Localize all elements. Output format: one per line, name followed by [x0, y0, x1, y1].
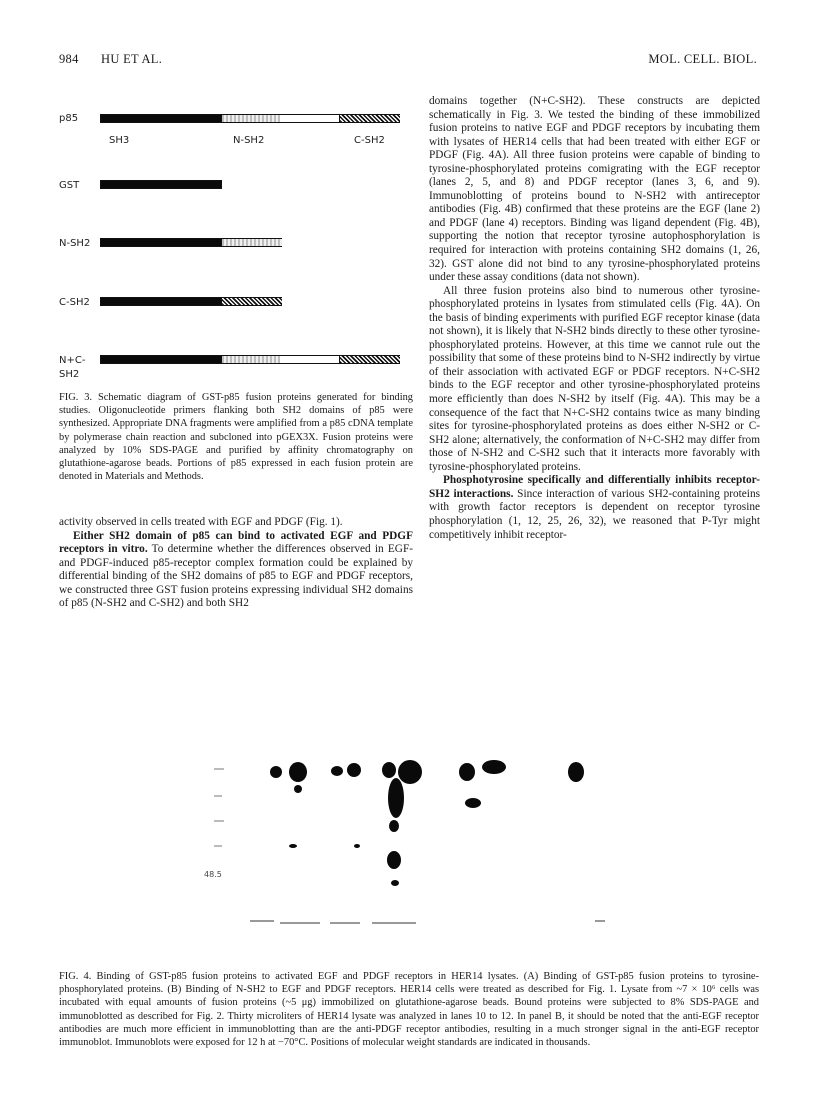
page-number: 984	[59, 52, 79, 66]
left-column	[59, 516, 413, 611]
right-paragraph-2: All three fusion proteins also bind to numerous other tyrosine-phosphorylated proteins in lysates from stimulated cells (Fig. 4A). On the basis of binding experiments with purified EGF receptor kinase (data not shown), it is likely that N-SH2 binds directly to these other tyrosine-phosphorylated proteins. However, at this time we cannot rule out the possibility that some of these proteins bind to N-SH2 indirectly by virtue of their association with activated EGF or PDGF receptors. N+C-SH2 binds to the EGF receptor and other tyrosine-phosphorylated proteins more efficiently than does N-SH2 by itself (Fig. 4A). This may be a consequence of the fact that N+C-SH2 contains twice as many binding sites for tyrosine-phosphorylated proteins as does either N-SH2 or C-SH2 alone; alternatively, the conformation of N+C-SH2 may differ from those of N-SH2 and C-SH2 such that it interacts more favorably with tyrosine-phosphorylated proteins.	[429, 284, 760, 473]
fig4-caption: FIG. 4. Binding of GST-p85 fusion proteins to activated EGF and PDGF receptors in HER14 lysates. (A) Binding of GST-p85 fusion proteins to tyrosine-phosphorylated proteins. (B) Binding of N-SH2 to EGF and PDGF receptors. HER14 cells were treated as described for Fig. 1. Lysate from ~7 × 10⁶ cells was incubated with equal amounts of fusion proteins (~5 μg) immobilized on glutathione-agarose beads. Bound proteins were subjected to 8% SDS-PAGE and immunoblotted as described for Fig. 2. Thirty microliters of HER14 lysate was analyzed in lanes 10 to 12. In panel B, it should be noted that the anti-EGF receptor antibodies are much more efficient in immunoblotting than are the anti-PDGF receptor antibodies, resulting in a much stronger signal in the anti-EGF receptor immunoblot. Immunoblots were exposed for 12 h at −70°C. Positions of molecular weight standards are indicated in thousands.	[59, 971, 759, 1049]
csh2-fusion-bar	[100, 297, 282, 306]
csh2-domain-label: C-SH2	[354, 135, 385, 146]
row-csh2-label: C-SH2	[59, 297, 90, 308]
left-paragraph-1: activity observed in cells treated with EGF and PDGF (Fig. 1).	[59, 516, 343, 528]
sh3-label: SH3	[109, 135, 130, 146]
mw-marker-48-5: 48.5	[204, 870, 222, 879]
fig4-blot-image	[190, 700, 640, 950]
nc-sh2-fusion-bar	[100, 355, 400, 364]
section-heading-ptyr: Phosphotyrosine specifically and differentially inhibits receptor-SH2 interactions.	[429, 474, 760, 500]
journal-name: MOL. CELL. BIOL.	[648, 52, 757, 66]
right-paragraph-3-body: Since interaction of various SH2-containing proteins with growth factor receptors is dependent on receptor tyrosine phosphorylation (1, 12, 25, 26, 32), we reasoned that P-Tyr might competitively inhibit receptor-	[429, 487, 760, 541]
gst-bar	[100, 180, 222, 189]
right-paragraph-3	[429, 474, 760, 542]
right-paragraph-1: domains together (N+C-SH2). These constructs are depicted schematically in Fig. 3. We tested the binding of these immobilized fusion proteins to native EGF and PDGF receptors by incubating them with lysates of HER14 cells that had been treated with either EGF or PDGF (Fig. 4A). All three fusion proteins were capable of binding to tyrosine-phosphorylated proteins comigrating with the EGF receptor (lanes 2, 5, and 8) and PDGF receptor (lanes 3, 6, and 9). Immunoblotting of proteins bound to N-SH2 with antireceptor antibodies (Fig. 4B) confirmed that these proteins are the EGF (lane 2) and PDGF (lane 4) receptors. Binding was ligand dependent (Fig. 4B), supporting the notion that receptor tyrosine autophosphorylation is required for interaction with proteins containing SH2 domains (1, 26, 32). GST alone did not bind to any tyrosine-phosphorylated proteins under these assay conditions (data not shown).	[429, 95, 760, 284]
running-authors: HU ET AL.	[101, 52, 163, 66]
row-nc-label-2: SH2	[59, 369, 80, 380]
section-heading-sh2-binding: Either SH2 domain of p85 can bind to activated EGF and PDGF receptors in vitro.	[59, 529, 413, 556]
left-paragraph-2-body: To determine whether the differences observed in EGF- and PDGF-induced p85-receptor complex formation could be explained by differential binding of the SH2 domains of p85 to EGF and PDGF receptors, we constructed three GST fusion proteins expressing individual SH2 domains of p85 (N-SH2 and C-SH2) and both SH2	[59, 543, 413, 610]
p85-bar	[100, 114, 400, 123]
gst-label: GST	[59, 180, 80, 191]
row-nsh2-label: N-SH2	[59, 238, 91, 249]
fig3-caption: FIG. 3. Schematic diagram of GST-p85 fusion proteins generated for binding studies. Oligonucleotide primers flanking both SH2 domains of p85 were synthesized. Appropriate DNA fragments were amplified from a p85 cDNA template by polymerase chain reaction and subcloned into pGEX3X. Fusion proteins were analyzed by 10% SDS-PAGE and purified by affinity chromatography on glutathione-agarose beads. Portions of p85 expressed in each fusion protein are denoted in Materials and Methods.	[59, 392, 413, 483]
nsh2-domain-label: N-SH2	[233, 135, 265, 146]
right-column	[429, 95, 760, 542]
nsh2-fusion-bar	[100, 238, 282, 247]
p85-label: p85	[59, 113, 79, 124]
left-paragraph-2	[59, 530, 413, 611]
blot-photo	[190, 700, 640, 950]
row-nc-label-1: N+C-	[59, 355, 86, 366]
fig3-diagram	[58, 108, 408, 384]
